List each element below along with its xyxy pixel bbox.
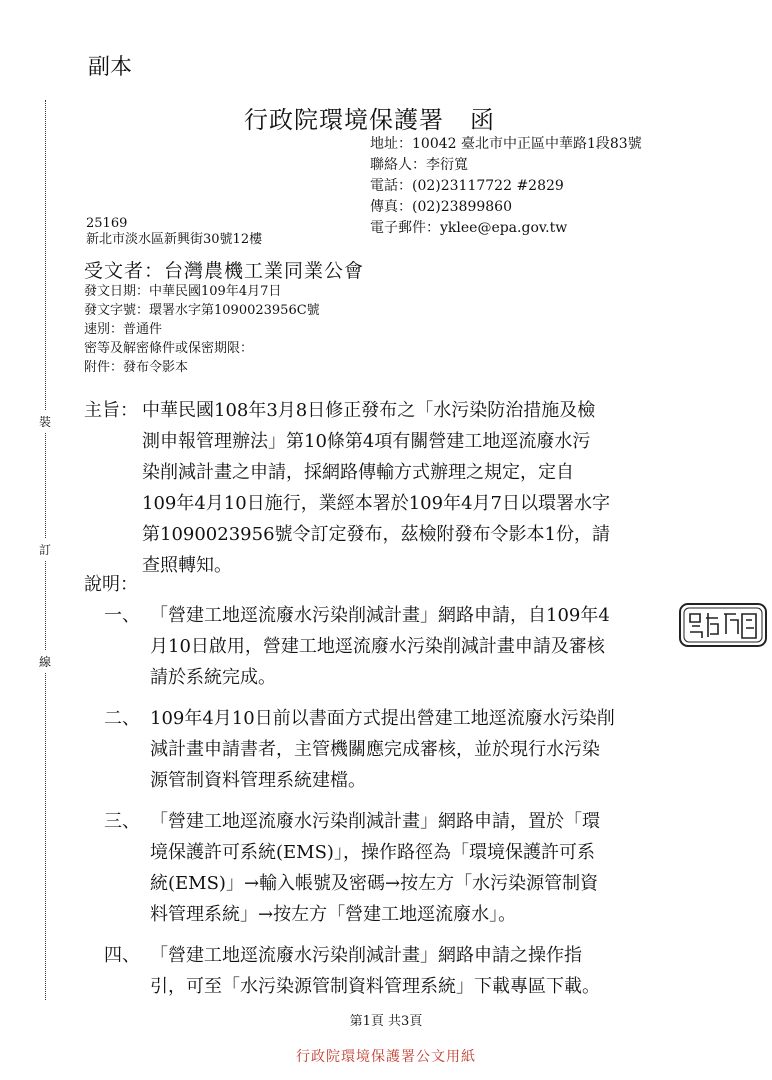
- agency-name: 行政院環境保護署: [244, 106, 444, 134]
- recipient: 受文者：台灣農機工業同業公會: [84, 260, 365, 282]
- explanation-item: [104, 940, 674, 1002]
- contact-fax: 傳真：(02)23899860: [370, 199, 512, 215]
- subject-line: 109年4月10日施行，業經本署於109年4月7日以環署水字: [142, 493, 610, 514]
- street-address: 新北市淡水區新興街30號12樓: [86, 232, 263, 247]
- item-line: 月10日啟用，營建工地逕流廢水污染削減計畫申請及審核: [150, 636, 605, 657]
- attachment: 附件：發布令影本: [84, 360, 189, 375]
- item-number: 一、: [104, 605, 140, 626]
- subject-line: 染削減計畫之申請，採網路傳輸方式辦理之規定，定自: [142, 462, 574, 483]
- item-line: 「營建工地逕流廢水污染削減計畫」網路申請，自109年4: [150, 605, 610, 626]
- item-number: 二、: [104, 708, 140, 729]
- contact-phone: 電話：(02)23117722 #2829: [370, 178, 564, 194]
- contact-email: 電子郵件：yklee@epa.gov.tw: [370, 220, 568, 236]
- contact-person: 聯絡人：李衍寬: [370, 157, 468, 173]
- page-number: 第1頁 共3頁: [349, 1014, 423, 1029]
- explanation-item: [104, 703, 674, 796]
- issue-date: 發文日期：中華民國109年4月7日: [84, 284, 282, 299]
- binding-label-xian: 線: [34, 650, 56, 673]
- item-line: 統(EMS)」→輸入帳號及密碼→按左方「水污染源管制資: [150, 873, 599, 894]
- security-level: 密等及解密條件或保密期限：: [84, 341, 254, 356]
- binding-label-zhuang: 裝: [34, 410, 56, 433]
- item-line: 料管理系統」→按左方「營建工地逕流廢水」。: [150, 904, 517, 925]
- document-number: 發文字號：環署水字第1090023956C號: [84, 303, 320, 318]
- subject-label: 主旨：: [84, 400, 138, 421]
- sender-contact-block: [370, 134, 642, 239]
- item-number: 三、: [104, 811, 140, 832]
- subject-line: 中華民國108年3月8日修正發布之「水污染防治措施及檢: [142, 400, 596, 421]
- postal-code: 25169: [86, 216, 128, 231]
- document-title: [244, 100, 495, 135]
- explanation-heading: 說明：: [84, 574, 138, 595]
- explanation-items: [104, 600, 674, 1012]
- subject-body: [142, 395, 674, 581]
- item-line: 「營建工地逕流廢水污染削減計畫」網路申請，置於「環: [150, 811, 600, 832]
- speed-class: 速別：普通件: [84, 322, 163, 337]
- item-line: 「營建工地逕流廢水污染削減計畫」網路申請之操作指: [150, 945, 582, 966]
- item-number: 四、: [104, 945, 140, 966]
- document-type: 函: [470, 106, 495, 134]
- item-line: 109年4月10日前以書面方式提出營建工地逕流廢水污染削: [150, 708, 615, 729]
- document-meta: [84, 282, 320, 377]
- item-line: 減計畫申請書者，主管機關應完成審核，並於現行水污染: [150, 739, 600, 760]
- item-line: 源管制資料管理系統建檔。: [150, 770, 366, 791]
- item-line: 請於系統完成。: [150, 667, 276, 688]
- subject-line: 第1090023956號令訂定發布，茲檢附發布令影本1份，請: [142, 524, 610, 545]
- explanation-item: [104, 806, 674, 930]
- recipient-address: [86, 216, 262, 248]
- subject-line: 測申報管理辦法」第10條第4項有關營建工地逕流廢水污: [142, 431, 591, 452]
- seal-stamp-icon: [678, 602, 768, 648]
- copy-mark: 副本: [88, 55, 133, 80]
- explanation-item: [104, 600, 674, 693]
- item-line: 境保護許可系統(EMS)」，操作路徑為「環境保護許可系: [150, 842, 595, 863]
- sender-address: 地址：10042 臺北市中正區中華路1段83號: [370, 136, 642, 152]
- binding-label-ding: 訂: [34, 538, 56, 561]
- subject-section: [84, 395, 674, 581]
- item-line: 引，可至「水污染源管制資料管理系統」下載專區下載。: [150, 976, 600, 997]
- footer-letterhead: 行政院環境保護署公文用紙: [296, 1049, 476, 1065]
- subject-line: 查照轉知。: [142, 555, 232, 576]
